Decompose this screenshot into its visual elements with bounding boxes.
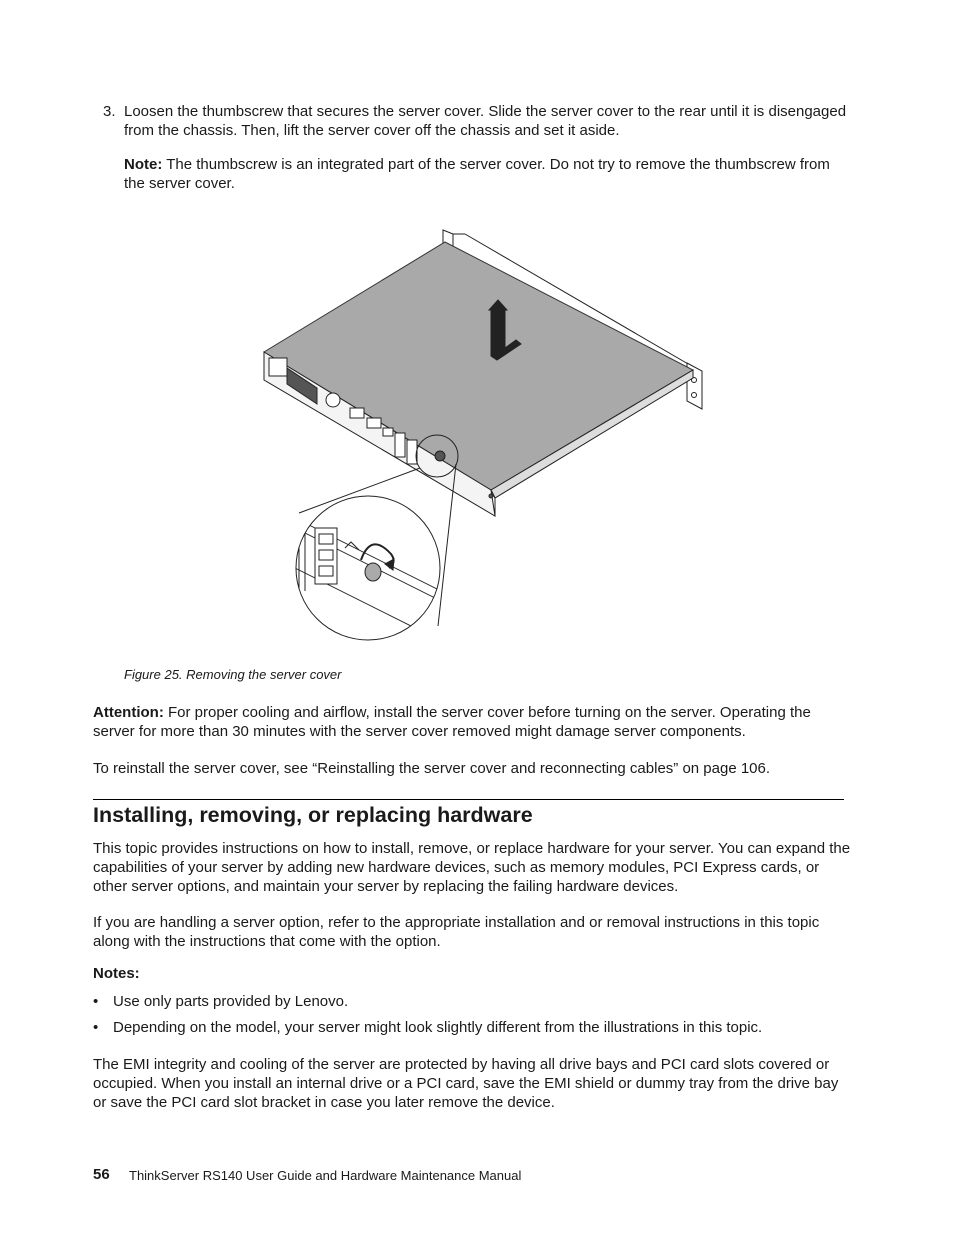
reinstall-paragraph: To reinstall the server cover, see “Reinstalling the server cover and reconnecting cables” on page 106. [93, 760, 771, 777]
step-number: 3. [103, 103, 116, 120]
bullet-icon: • [93, 993, 99, 1010]
page-number: 56 [93, 1166, 110, 1183]
thumbscrew-note [124, 155, 849, 193]
note-text: The thumbscrew is an integrated part of the server cover. Do not try to remove the thumbscrew from the server cover. [124, 156, 830, 192]
notes-label: Notes: [93, 965, 140, 982]
list-item-text: Depending on the model, your server might look slightly different from the illustrations in this topic. [113, 1019, 763, 1036]
handling-paragraph: If you are handling a server option, refer to the appropriate installation and or removal instructions in this topic along with the instructions that come with the option. [93, 914, 820, 950]
bullet-icon: • [93, 1019, 99, 1036]
section-heading: Installing, removing, or replacing hardware [93, 803, 533, 827]
attention-text: For proper cooling and airflow, install the server cover before turning on the server. Operating the server for more than 30 minutes with the server cover removed might damage server components. [93, 704, 811, 740]
figure-caption: Figure 25. Removing the server cover [124, 667, 342, 682]
attention-label: Attention: [93, 704, 164, 721]
list-item-text: Use only parts provided by Lenovo. [113, 993, 349, 1010]
intro-paragraph: This topic provides instructions on how to install, remove, or replace hardware for your server. You can expand the capabilities of your server by adding new hardware devices, such as memory modules, PCI Express cards, or other server options, and maintain your server by replacing the failing hardware devices. [93, 840, 851, 895]
attention-paragraph [93, 703, 853, 741]
step-text: Loosen the thumbscrew that secures the server cover. Slide the server cover to the rear until it is disengaged from the chassis. Then, lift the server cover off the chassis and set it aside. [124, 103, 847, 139]
note-label: Note: [124, 156, 163, 173]
emi-paragraph: The EMI integrity and cooling of the server are protected by having all drive bays and PCI card slots covered or occupied. When you install an internal drive or a PCI card, save the EMI shield or dummy tray from the drive bay or save the PCI card slot bracket in case you later remove the device. [93, 1056, 839, 1111]
footer-title: ThinkServer RS140 User Guide and Hardware Maintenance Manual [129, 1168, 522, 1183]
server-cover-figure [255, 228, 715, 648]
section-divider [93, 799, 844, 800]
